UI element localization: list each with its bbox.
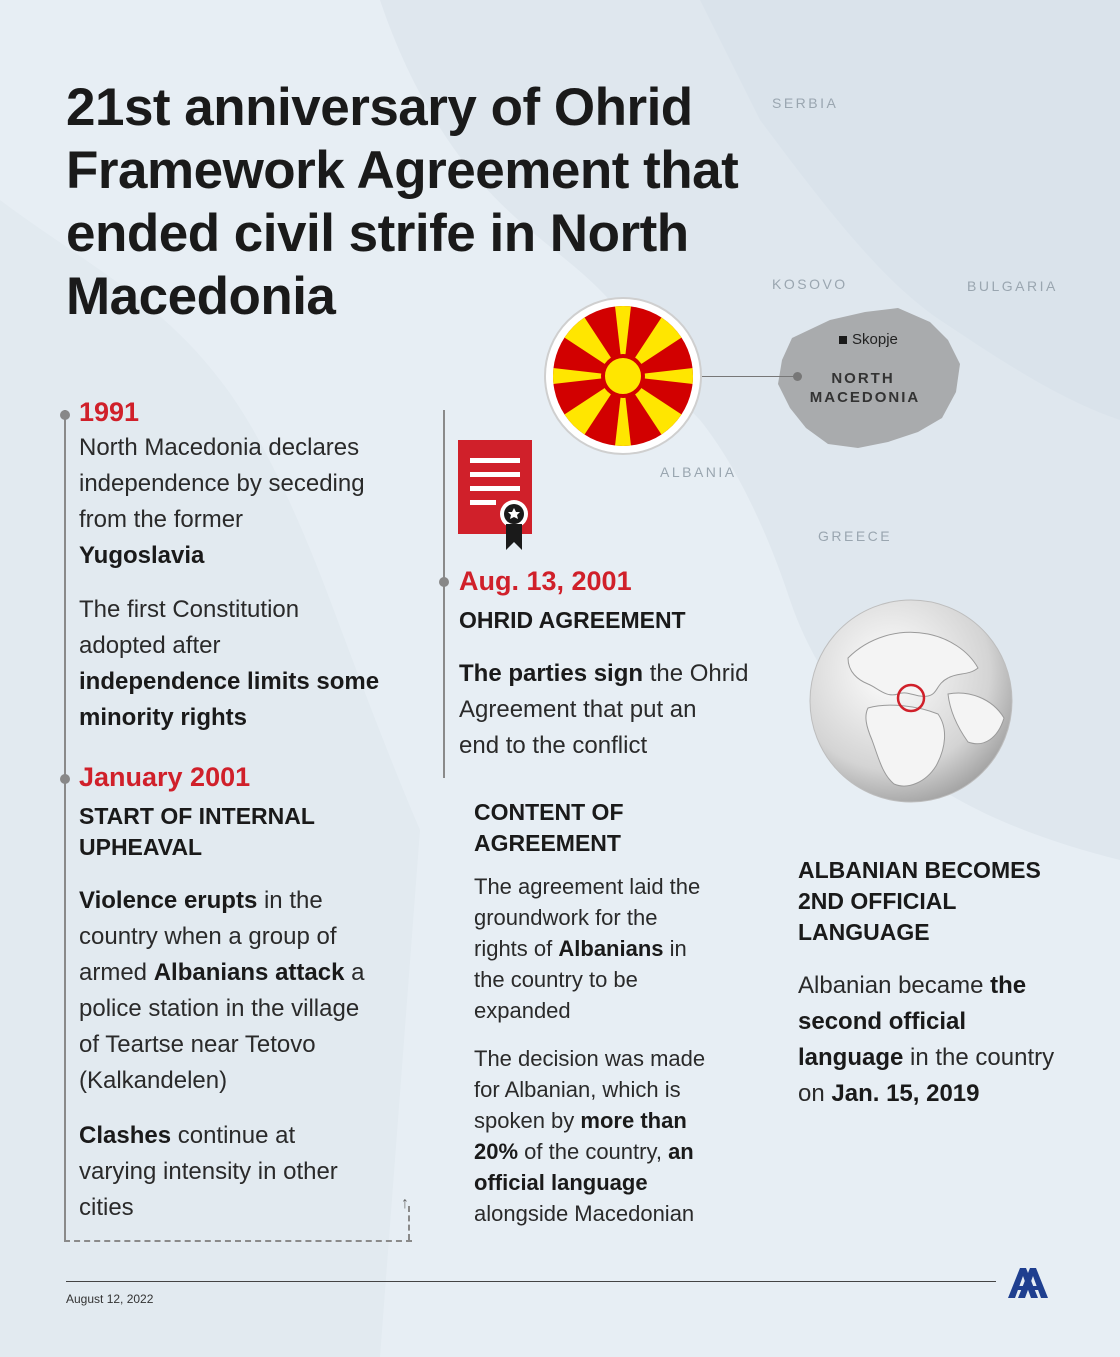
map-label-bulgaria: BULGARIA: [967, 278, 1058, 294]
heading-content-of-agreement: CONTENT OF AGREEMENT: [474, 799, 624, 856]
timeline-dashed-bottom: [64, 1240, 412, 1242]
text-1991-p2: The first Constitution adopted after independence limits some minority rights: [79, 596, 380, 731]
arrow-up-icon: ↑: [401, 1195, 409, 1212]
timeline-dot-aug2001: [439, 577, 449, 587]
text-content-p1: The agreement laid the groundwork for the rights of Albanians in the country to be expanded: [474, 874, 701, 1023]
text-content-p2: The decision was made for Albanian, which is spoken by more than 20% of the country, an official language alongside Macedonian: [474, 1046, 706, 1226]
heading-albanian-official: ALBANIAN BECOMES 2ND OFFICIAL LANGUAGE: [798, 857, 1041, 945]
globe-icon: [808, 598, 1014, 804]
timeline-line-middle: [443, 410, 445, 778]
document-icon: [458, 440, 534, 552]
flag-icon: [543, 296, 703, 456]
year-1991: 1991: [79, 397, 140, 427]
aa-logo-icon: [1004, 1264, 1050, 1300]
text-aug-2001: The parties sign the Ohrid Agreement that put an end to the conflict: [459, 660, 749, 759]
footer-date: August 12, 2022: [66, 1292, 154, 1306]
map-label-skopje: Skopje: [852, 331, 898, 348]
map-label-albania: ALBANIA: [660, 464, 737, 480]
text-1991-p1: North Macedonia declares independence by seceding from the former Yugoslavia: [79, 434, 365, 569]
timeline-dot-1991: [60, 410, 70, 420]
timeline-dot-jan2001: [60, 774, 70, 784]
footer-rule: [66, 1281, 996, 1282]
connector-line: [700, 376, 798, 377]
page-title: 21st anniversary of Ohrid Framework Agreement that ended civil strife in North Macedonia: [66, 78, 739, 326]
year-jan-2001: January 2001: [79, 762, 251, 792]
heading-jan-2001: START OF INTERNAL UPHEAVAL: [79, 803, 315, 860]
skopje-marker: [839, 336, 847, 344]
connector-dot: [793, 372, 802, 381]
text-jan-2001-p1: Violence erupts in the country when a group of armed Albanians attack a police station in the village of Teartse near Tetovo (Kalkandelen): [79, 887, 365, 1094]
map-label-north: NORTH: [831, 370, 895, 387]
map-label-kosovo: KOSOVO: [772, 276, 848, 292]
map-label-serbia: SERBIA: [772, 95, 839, 111]
text-jan-2001-p2: Clashes continue at varying intensity in other cities: [79, 1122, 338, 1221]
map-label-greece: GREECE: [818, 528, 893, 544]
date-aug-13-2001: Aug. 13, 2001: [459, 566, 632, 596]
text-albanian: Albanian became the second official language in the country on Jan. 15, 2019: [798, 972, 1055, 1107]
timeline-line-left: [64, 410, 66, 1240]
map-label-macedonia: MACEDONIA: [809, 389, 921, 406]
heading-ohrid-agreement: OHRID AGREEMENT: [459, 607, 686, 633]
